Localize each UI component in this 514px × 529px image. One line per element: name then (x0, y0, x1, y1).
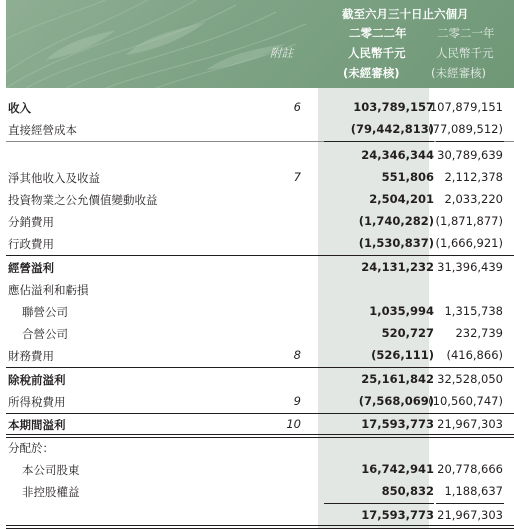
table-row (6, 257, 514, 279)
row-prior-value: (1,666,921) (435, 236, 503, 250)
subtotal-underline (436, 141, 504, 142)
table-row (6, 369, 514, 391)
row-current-value: 103,789,157 (353, 100, 434, 114)
subtotal-underline (436, 503, 504, 504)
row-label: 行政費用 (8, 237, 54, 251)
row-prior-value: 2,112,378 (444, 170, 503, 184)
row-current-value: (1,740,282) (358, 214, 434, 228)
row-note: 10 (286, 417, 301, 431)
row-label: 財務費用 (8, 349, 54, 363)
row-prior-value: 1,315,738 (444, 304, 503, 318)
row-current-value: 24,131,232 (361, 260, 434, 274)
table-row (6, 189, 514, 211)
row-note: 8 (293, 348, 301, 362)
row-label: 非控股權益 (22, 485, 80, 499)
row-current-value: (79,442,813) (350, 122, 434, 136)
row-prior-value: 21,967,303 (437, 417, 503, 431)
row-divider (6, 255, 514, 256)
row-note: 7 (293, 170, 301, 184)
table-row (6, 233, 514, 255)
table-row (6, 301, 514, 323)
table-row (6, 459, 514, 481)
current-unit-heading: 人民幣千元 (348, 46, 406, 60)
row-label: 分銷費用 (8, 215, 54, 229)
table-row (6, 437, 514, 459)
row-prior-value: (1,871,877) (435, 214, 503, 228)
table-row (6, 481, 514, 503)
row-current-value: 520,727 (381, 326, 434, 340)
prior-year-heading: 二零二一年 (437, 26, 495, 40)
row-label: 本期間溢利 (8, 418, 66, 432)
row-label: 聯營公司 (22, 305, 68, 319)
row-prior-value: (10,560,747) (428, 394, 503, 408)
row-prior-value: 30,789,639 (437, 148, 503, 162)
row-prior-value: 2,033,220 (444, 192, 503, 206)
row-label: 除稅前溢利 (8, 373, 66, 387)
row-current-value: 24,346,344 (361, 148, 434, 162)
row-current-value: 1,035,994 (369, 304, 434, 318)
table-row (6, 167, 514, 189)
table-row (6, 97, 514, 119)
table-row (6, 279, 514, 301)
total-double-underline (6, 525, 514, 529)
prior-unit-heading: 人民幣千元 (436, 46, 494, 60)
table-row (6, 414, 514, 436)
table-header (6, 0, 514, 88)
row-label: 收入 (8, 101, 31, 115)
row-label: 淨其他收入及收益 (8, 171, 100, 185)
row-prior-value: 32,528,050 (437, 372, 503, 386)
current-audit-heading: (未經審核) (343, 66, 400, 80)
row-prior-value: 1,188,637 (444, 484, 503, 498)
row-current-value: 17,593,773 (361, 417, 434, 431)
row-current-value: (7,568,069) (358, 394, 434, 408)
table-row (6, 119, 514, 141)
table-row (6, 211, 514, 233)
current-year-heading: 二零二二年 (349, 26, 407, 40)
row-label: 應佔溢利和虧損 (8, 283, 89, 297)
row-prior-value: 31,396,439 (437, 260, 503, 274)
subtotal-underline (324, 503, 434, 504)
row-prior-value: (77,089,512) (428, 122, 503, 136)
row-current-value: 850,832 (381, 484, 434, 498)
row-prior-value: 21,967,303 (437, 508, 503, 522)
table-row (6, 345, 514, 367)
table-row (6, 145, 514, 167)
note-column-heading: 附註 (270, 46, 293, 60)
table-row (6, 505, 514, 527)
row-prior-value: (416,866) (446, 348, 503, 362)
row-note: 6 (293, 100, 301, 114)
row-current-value: (526,111) (371, 348, 434, 362)
row-label: 投資物業之公允價值變動收益 (8, 193, 158, 207)
row-label: 分配於： (8, 441, 54, 455)
prior-audit-heading: (未經審核) (431, 66, 486, 80)
row-note: 9 (293, 394, 301, 408)
row-current-value: 551,806 (381, 170, 434, 184)
table-row (6, 391, 514, 413)
row-current-value: (1,530,837) (358, 236, 434, 250)
period-heading: 截至六月三十日止六個月 (342, 7, 469, 21)
subtotal-underline (324, 141, 434, 142)
row-divider (6, 367, 514, 368)
row-label: 所得稅費用 (8, 395, 66, 409)
row-current-value: 16,742,941 (361, 462, 434, 476)
row-label: 經營溢利 (8, 261, 54, 275)
row-label: 合營公司 (22, 327, 68, 341)
table-row (6, 323, 514, 345)
row-current-value: 25,161,842 (361, 372, 434, 386)
row-current-value: 2,504,201 (369, 192, 434, 206)
row-prior-value: 232,739 (455, 326, 503, 340)
row-current-value: 17,593,773 (361, 508, 434, 522)
row-prior-value: 20,778,666 (437, 462, 503, 476)
row-prior-value: 107,879,151 (429, 100, 503, 114)
row-label: 本公司股東 (22, 463, 80, 477)
row-label: 直接經營成本 (8, 123, 77, 137)
